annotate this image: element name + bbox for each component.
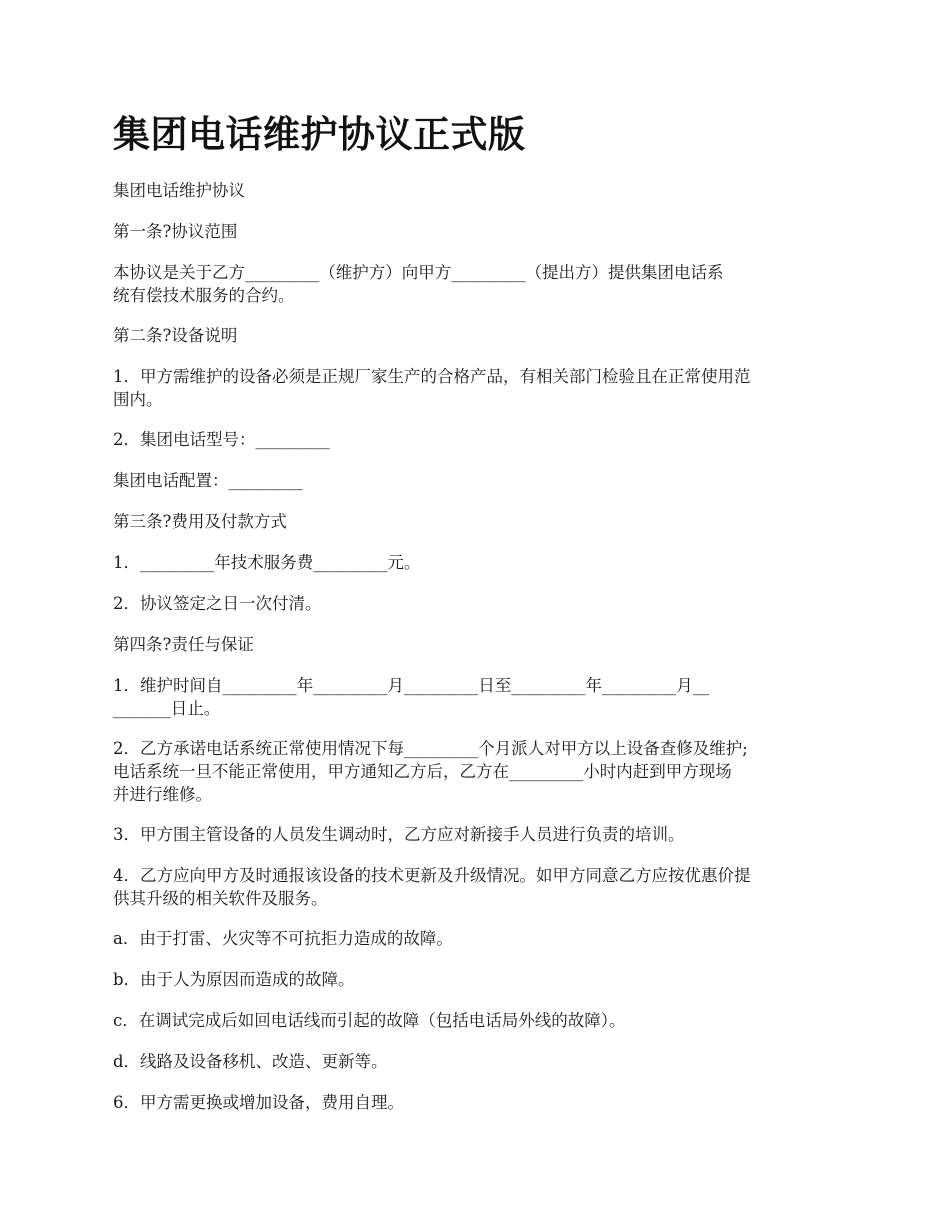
document-title: 集团电话维护协议正式版 xyxy=(113,113,526,156)
paragraph: 2．协议签定之日一次付清。 xyxy=(113,594,322,613)
doc-heading: 集团电话维护协议 xyxy=(113,181,245,200)
article-heading: 第一条?协议范围 xyxy=(113,222,238,241)
paragraph: 1．_________年技术服务费_________元。 xyxy=(113,553,421,572)
paragraph: 2．集团电话型号：_________ xyxy=(113,430,330,449)
paragraph: 1．甲方需维护的设备必须是正规厂家生产的合格产品，有相关部门检验且在正常使用范 围内。 xyxy=(113,367,751,409)
paragraph: 集团电话配置：_________ xyxy=(113,471,303,490)
list-item: d．线路及设备移机、改造、更新等。 xyxy=(113,1052,388,1071)
article-heading: 第三条?费用及付款方式 xyxy=(113,512,287,531)
paragraph: 2．乙方承诺电话系统正常使用情况下每_________个月派人对甲方以上设备查修及维护; 电话系统一旦不能正常使用，甲方通知乙方后，乙方在_________小时内赶到甲方现场 并进行维修。 xyxy=(113,739,748,804)
article-heading: 第二条?设备说明 xyxy=(113,326,238,345)
paragraph: 6．甲方需更换或增加设备，费用自理。 xyxy=(113,1093,404,1112)
list-item: b．由于人为原因而造成的故障。 xyxy=(113,970,355,989)
paragraph: 本协议是关于乙方_________（维护方）向甲方_________（提出方）提供集团电话系 统有偿技术服务的合约。 xyxy=(113,263,724,305)
article-heading: 第四条?责任与保证 xyxy=(113,635,254,654)
paragraph: 1．维护时间自_________年_________月_________日至_________年_________月__ _______日止。 xyxy=(113,676,710,718)
paragraph: 3．甲方围主管设备的人员发生调动时，乙方应对新接手人员进行负责的培训。 xyxy=(113,825,685,844)
paragraph: 4．乙方应向甲方及时通报该设备的技术更新及升级情况。如甲方同意乙方应按优惠价提 供其升级的相关软件及服务。 xyxy=(113,866,751,908)
list-item: c．在调试完成后如回电话线而引起的故障（包括电话局外线的故障）。 xyxy=(113,1011,626,1030)
list-item: a．由于打雷、火灾等不可抗拒力造成的故障。 xyxy=(113,929,453,948)
